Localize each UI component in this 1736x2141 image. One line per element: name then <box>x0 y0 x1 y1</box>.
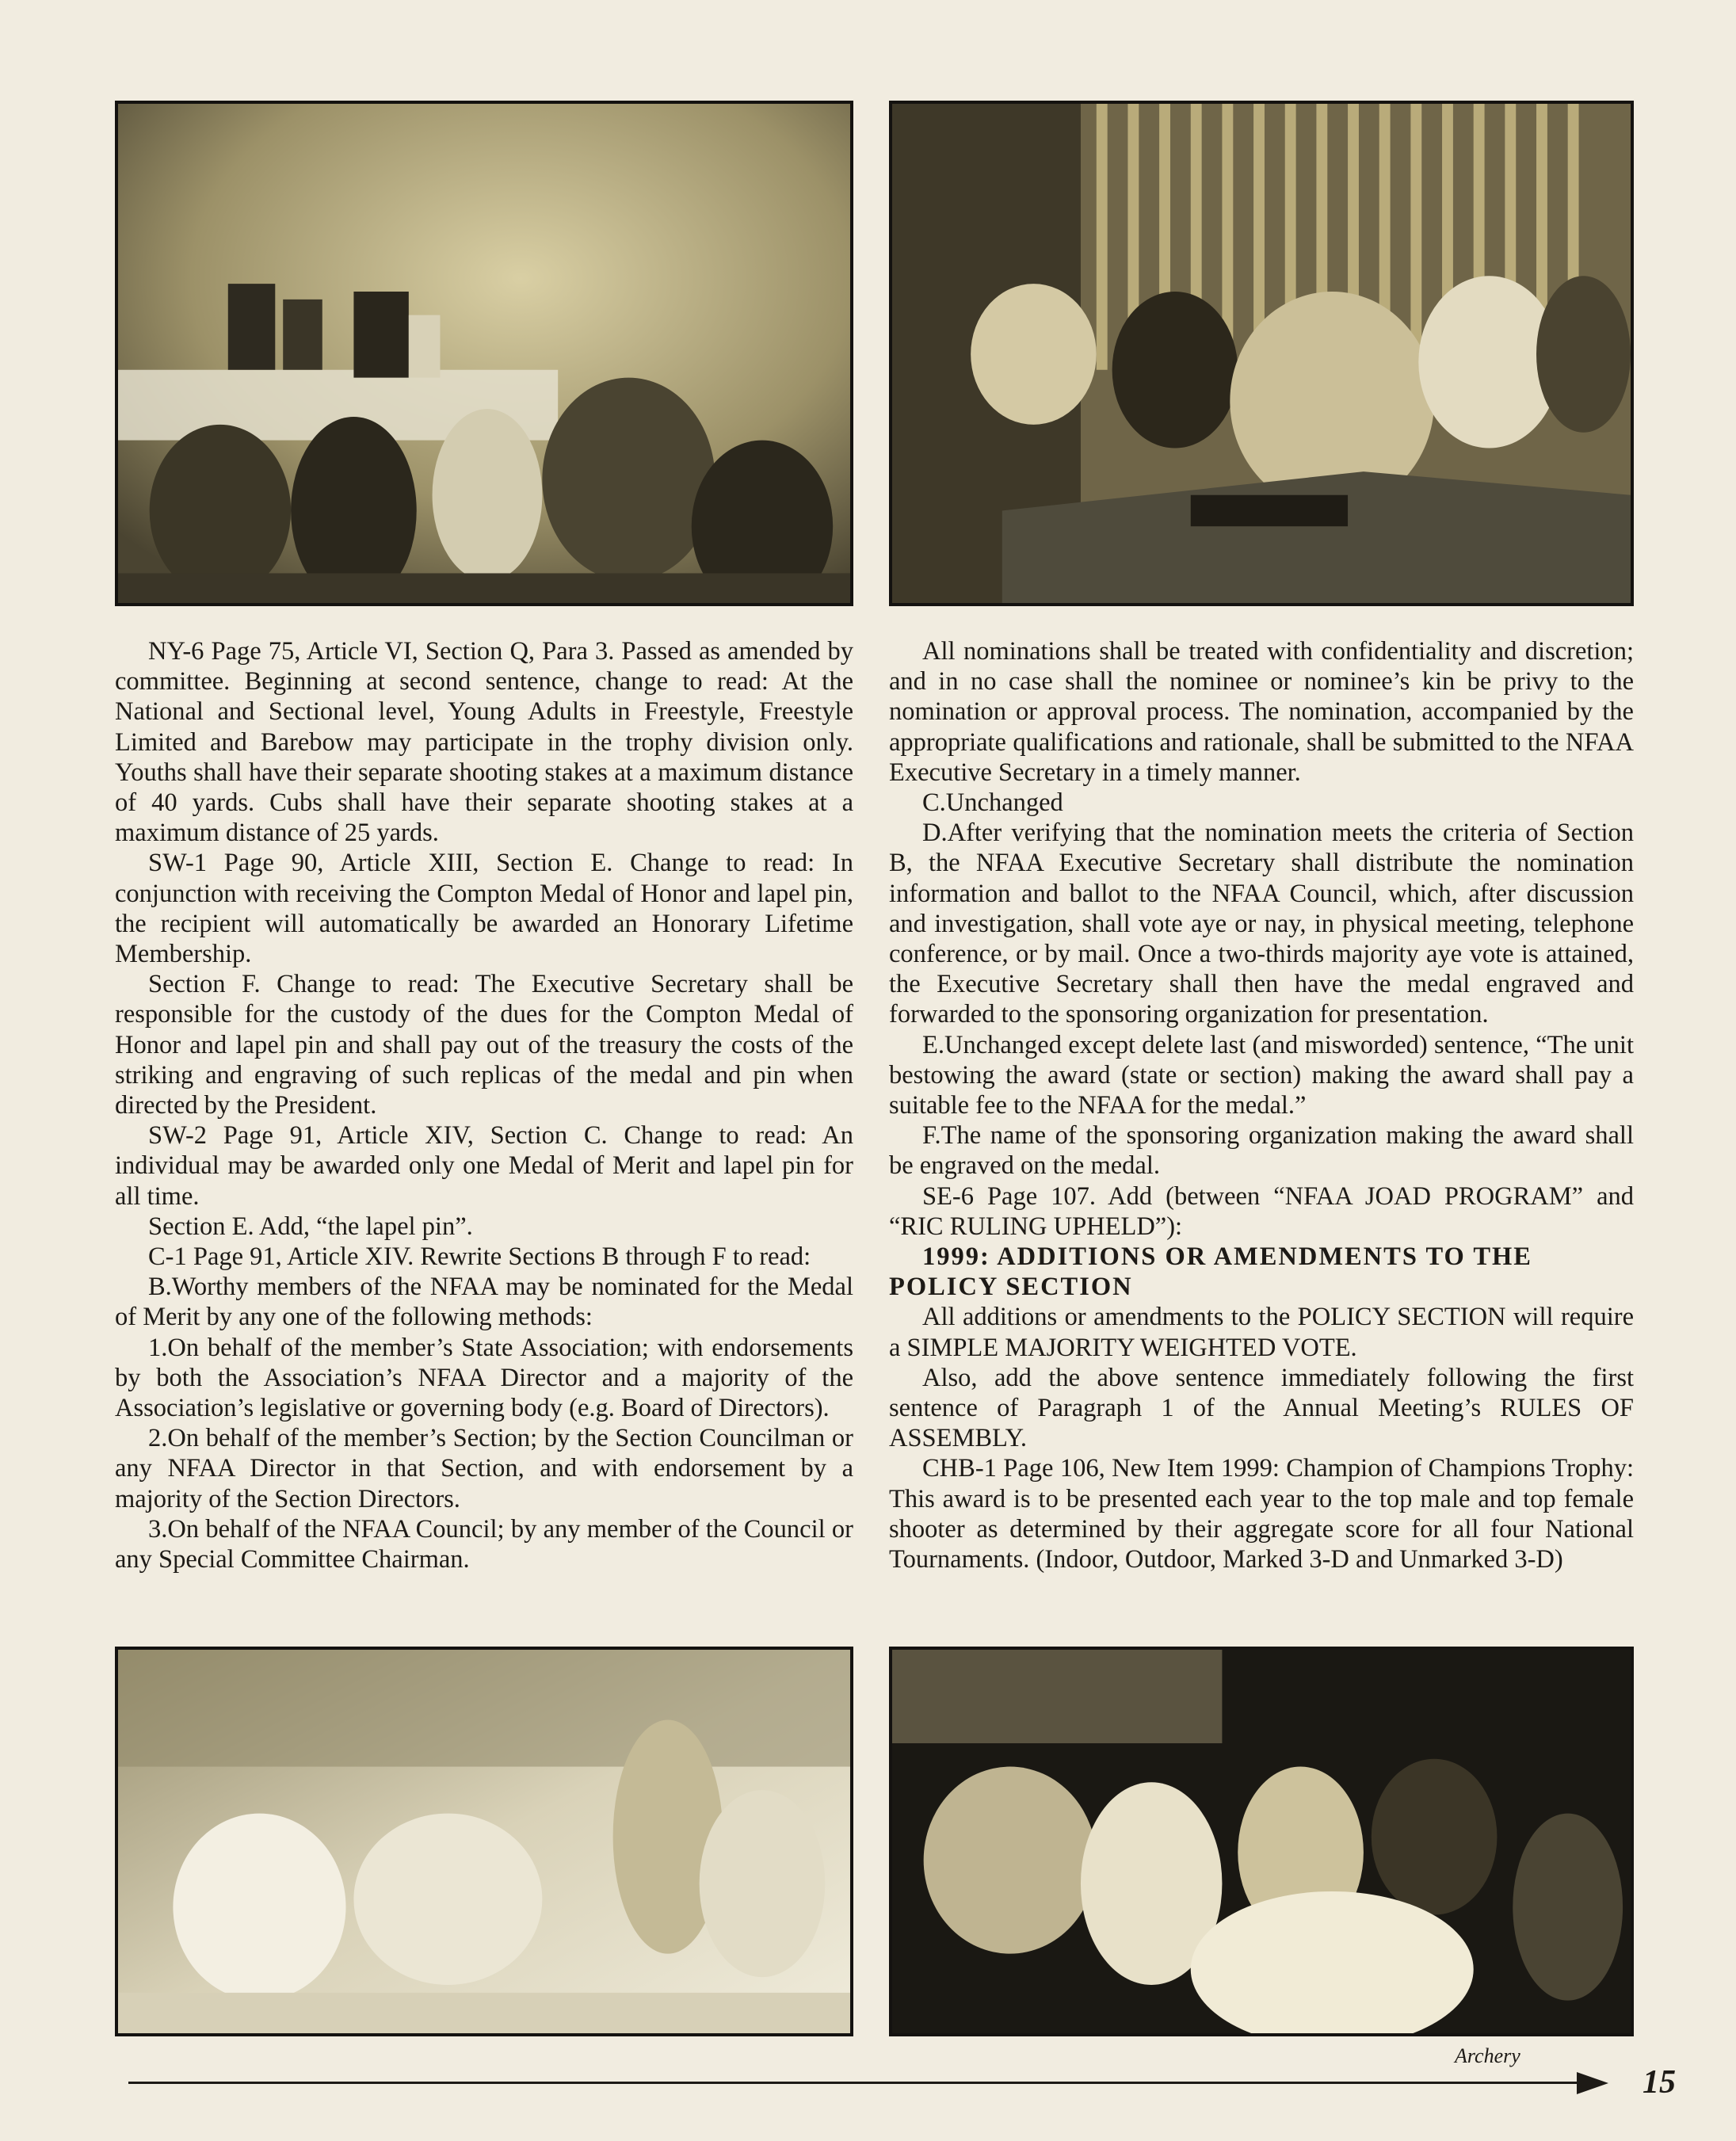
footer-rule <box>128 2082 1586 2084</box>
paragraph-chb1: CHB-1 Page 106, New Item 1999: Champion of Champions Trophy: This award is to be presented each year to the top male and top female shooter as determined by their aggregate score for all four National Tournaments. (Indoor, Outdoor, Marked 3-D and Unmarked 3-D) <box>889 1454 1634 1574</box>
photo-icon <box>118 1650 850 2033</box>
magazine-name: Archery <box>1455 2044 1520 2067</box>
paragraph-sw2: SW-2 Page 91, Article XIV, Section C. Change to read: An individual may be awarded only one Medal of Merit and lapel pin for all time. <box>115 1121 853 1211</box>
paragraph-sw1: SW-1 Page 90, Article XIII, Section E. Change to read: In conjunction with receiving the Compton Medal of Honor and lapel pin, the recipient will automatically be awarded an Honorary Lifetime Membership. <box>115 849 853 969</box>
paragraph-nominations: All nominations shall be treated with confidentiality and discretion; and in no case shall the nominee or nominee’s kin be privy to the nomination or approval process. The nomination, accompanied by the appropriate qualifications and rationale, shall be submitted to the NFAA Executive Secretary in a timely manner. <box>889 637 1634 787</box>
paragraph-method-2: 2.On behalf of the member’s Section; by the Section Councilman or any NFAA Director in that Section, and with endorsement by a majority of the Section Directors. <box>115 1424 853 1513</box>
paragraph-section-e: Section E. Add, “the lapel pin”. <box>148 1212 473 1241</box>
arrow-right-icon <box>1577 2072 1608 2094</box>
overexposed-meeting-photo <box>115 1647 853 2036</box>
paragraph-c-unchanged: C.Unchanged <box>922 788 1063 818</box>
page-number: 15 <box>1643 2064 1676 2101</box>
section-heading: 1999: ADDITIONS OR AMENDMENTS TO THE POLICY SECTION <box>889 1242 1532 1302</box>
paragraph-ny6: NY-6 Page 75, Article VI, Section Q, Para 3. Passed as amended by committee. Beginning at second sentence, change to read: At the National and Sectional level, Young Adults in Freestyle, Freestyle Limited and Barebow may participate in the trophy division only. Youths shall have their separate shooting stakes at a maximum distance of 40 yards. Cubs shall have their separate shooting stakes at a maximum distance of 25 yards. <box>115 637 853 848</box>
paragraph-section-f: Section F. Change to read: The Executive Secretary shall be responsible for the custody of the dues for the Compton Medal of Honor and lapel pin and shall pay out of the treasury the costs of the striking and engraving of such replicas of the medal and pin when directed by the President. <box>115 970 853 1120</box>
crowded-delegates-photo <box>889 1647 1634 2036</box>
paragraph-method-3: 3.On behalf of the NFAA Council; by any member of the Council or any Special Committee Chairman. <box>115 1514 853 1574</box>
paragraph-policy: All additions or amendments to the POLICY SECTION will require a SIMPLE MAJORITY WEIGHTED VOTE. <box>889 1303 1634 1362</box>
paragraph-se6: SE-6 Page 107. Add (between “NFAA JOAD PROGRAM” and “RIC RULING UPHELD”): <box>889 1181 1634 1241</box>
photo-icon <box>892 1650 1631 2033</box>
paragraph-rules-assembly: Also, add the above sentence immediately following the first sentence of Paragraph 1 of the Annual Meeting’s RULES OF ASSEMBLY. <box>889 1363 1634 1453</box>
left-text-column <box>115 636 853 1574</box>
paragraph-method-1: 1.On behalf of the member’s State Association; with endorsements by both the Association’s NFAA Director and a majority of the Association’s legislative or governing body (e.g. Board of Directors). <box>115 1333 853 1423</box>
paragraph-f-sponsoring: F.The name of the sponsoring organization making the award shall be engraved on the medal. <box>889 1121 1634 1181</box>
photo-icon <box>118 104 850 603</box>
right-text-column <box>889 636 1634 1574</box>
meeting-head-table-photo <box>115 101 853 606</box>
paragraph-d-verifying: D.After verifying that the nomination meets the criteria of Section B, the NFAA Executive Secretary shall distribute the nomination information and ballot to the NFAA Council, which, after discussion and investigation, shall vote aye or nay, in physical meeting, telephone conference, or by mail. Once a two-thirds majority aye vote is attained, the Executive Secretary shall then have the medal engraved and forwarded to the sponsoring organization for presentation. <box>889 819 1634 1029</box>
paragraph-e-unchanged: E.Unchanged except delete last (and misworded) sentence, “The unit bestowing the award (state or section) making the award shall pay a suitable fee to the NFAA for the medal.” <box>889 1030 1634 1120</box>
paragraph-b-worthy: B.Worthy members of the NFAA may be nominated for the Medal of Merit by any one of the following methods: <box>115 1273 853 1332</box>
photo-icon <box>892 104 1631 603</box>
delegates-at-tables-photo <box>889 101 1634 606</box>
paragraph-c1: C-1 Page 91, Article XIV. Rewrite Sections B through F to read: <box>148 1242 811 1272</box>
